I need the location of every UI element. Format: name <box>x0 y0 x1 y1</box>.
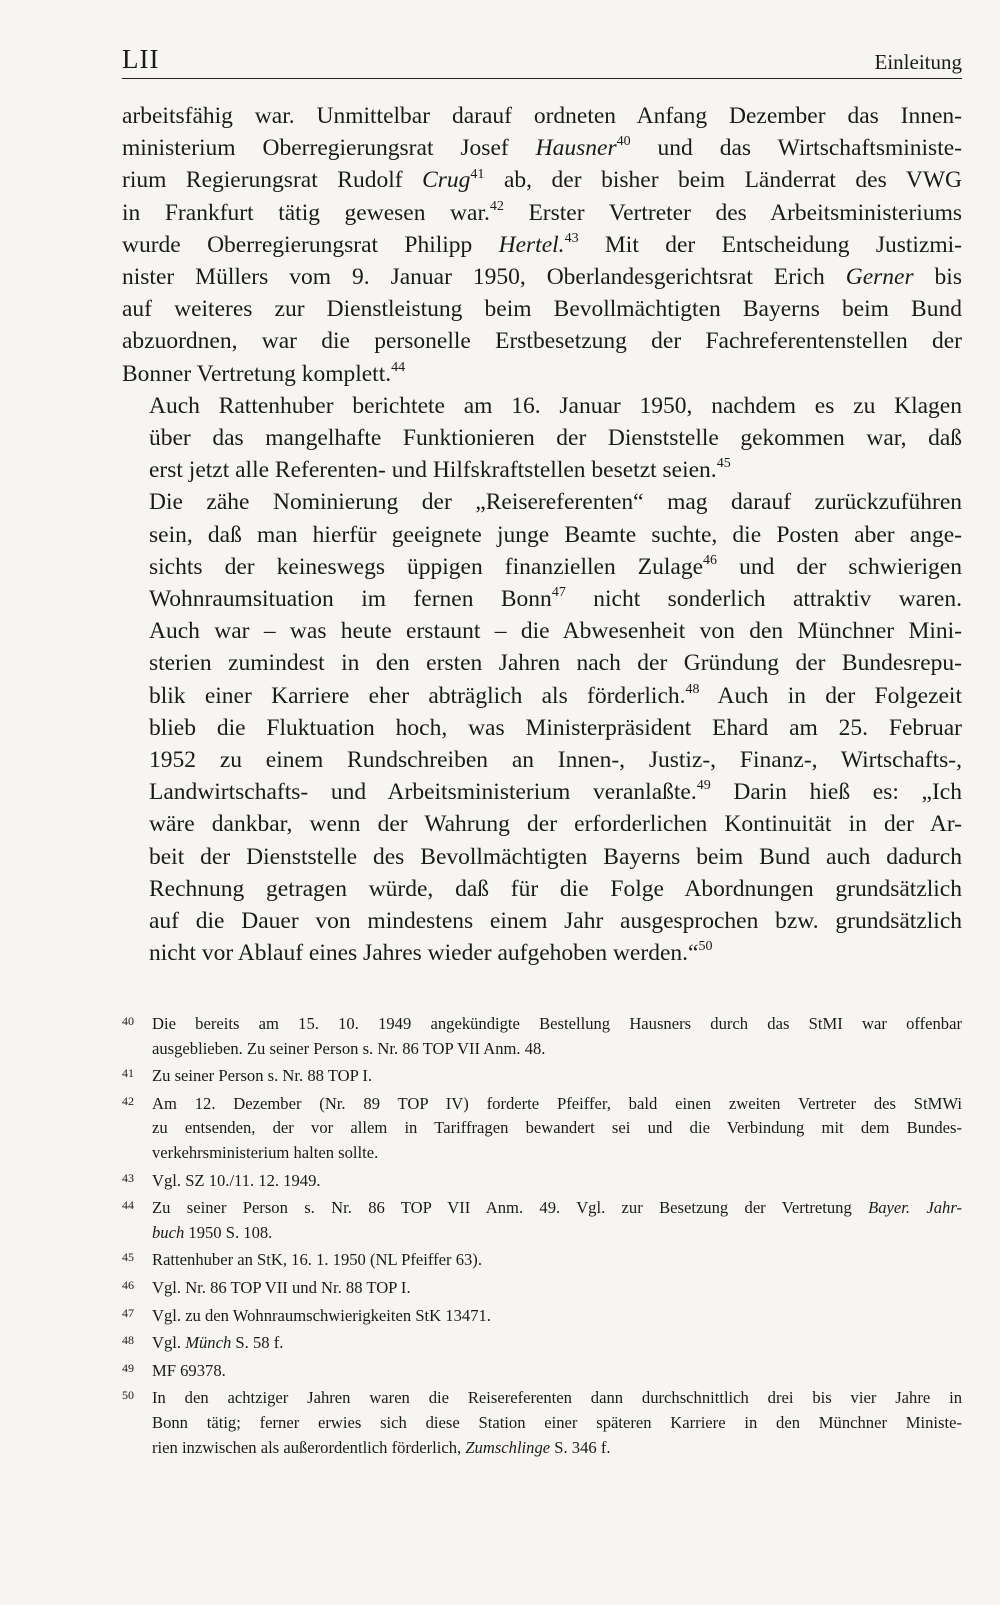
footnote-line <box>152 1331 962 1356</box>
text-run: auf die Dauer von mindestens einem Jahr ausgesprochen bzw. grundsätzlich <box>149 908 962 935</box>
text-run: Vgl. zu den Wohnraumschwierigkeiten StK 13471. <box>152 1305 491 1325</box>
text-run: Bonn tätig; ferner erwies sich diese Station einer späteren Karriere in den Münchner Ministe- <box>152 1412 962 1432</box>
footnote-reference: 46 <box>703 553 718 569</box>
footnote-number: 42 <box>122 1093 134 1108</box>
text-run: wurde Oberregierungsrat Philipp <box>122 231 499 258</box>
italic-text: Hausner <box>535 135 617 162</box>
text-line <box>122 647 962 679</box>
text-run: ausgeblieben. Zu seiner Person s. Nr. 86 TOP VII Anm. 48. <box>152 1038 546 1058</box>
text-run: ab, der bisher beim Länderrat des VWG <box>484 167 962 194</box>
footnote-line <box>152 1141 962 1166</box>
text-run: Mit der Entscheidung Justizmi- <box>578 231 962 258</box>
text-run: Vgl. SZ 10./11. 12. 1949. <box>152 1170 321 1190</box>
footnote-reference: 48 <box>685 681 700 697</box>
text-line <box>122 132 962 164</box>
footnote-text <box>152 1359 962 1384</box>
text-run: Die zähe Nominierung der „Reisereferenten“ mag darauf zurückzuführen <box>149 489 962 516</box>
footnote-line <box>152 1304 962 1329</box>
text-line <box>122 551 962 583</box>
footnote-text <box>152 1304 962 1329</box>
text-run: S. 58 f. <box>231 1333 284 1353</box>
footnote-reference: 40 <box>616 134 631 150</box>
footnote-reference: 47 <box>551 585 566 601</box>
footnote-text <box>152 1276 962 1301</box>
footnote <box>122 1064 962 1089</box>
text-line <box>122 390 962 422</box>
text-run: Vgl. <box>152 1333 186 1353</box>
footnote <box>122 1304 962 1329</box>
footnote-line <box>152 1436 962 1461</box>
text-line <box>122 905 962 937</box>
text-run: Bonner Vertretung komplett. <box>122 360 392 387</box>
footnote-reference: 43 <box>564 230 579 246</box>
paragraph <box>122 390 962 487</box>
text-line <box>122 937 962 969</box>
footnote <box>122 1386 962 1460</box>
footnote-line <box>152 1116 962 1141</box>
text-run: MF 69378. <box>152 1360 226 1380</box>
text-run: arbeitsfähig war. Unmittelbar darauf ordneten Anfang Dezember das Innen- <box>122 103 962 129</box>
text-line <box>122 680 962 712</box>
footnote <box>122 1169 962 1194</box>
text-run: Auch Rattenhuber berichtete am 16. Januar 1950, nachdem es zu Klagen <box>149 392 962 419</box>
text-run: erst jetzt alle Referenten- und Hilfskraftstellen besetzt seien. <box>149 457 717 484</box>
section-title: Einleitung <box>874 50 962 74</box>
text-run: und das Wirtschaftsministe- <box>630 135 962 162</box>
text-line <box>122 808 962 840</box>
text-run: beit der Dienststelle des Bevollmächtigten Bayerns beim Bund auch dadurch <box>149 843 962 870</box>
text-line <box>122 293 962 325</box>
text-run: S. 346 f. <box>550 1437 611 1457</box>
footnote-line <box>152 1012 962 1037</box>
text-line <box>122 841 962 873</box>
text-line <box>122 744 962 776</box>
footnote-line <box>152 1276 962 1301</box>
text-run: nicht vor Ablauf eines Jahres wieder aufgehoben werden.“ <box>149 940 699 967</box>
text-run: verkehrsministerium halten sollte. <box>152 1142 379 1162</box>
text-run: nister Müllers vom 9. Januar 1950, Oberlandesgerichtsrat Erich <box>122 264 846 291</box>
text-line <box>122 164 962 196</box>
footnote-reference: 49 <box>696 778 711 794</box>
italic-text: Bayer. Jahr- <box>868 1198 962 1218</box>
text-run: auf weiteres zur Dienstleistung beim Bevollmächtigten Bayerns beim Bund <box>122 296 962 323</box>
text-line <box>122 712 962 744</box>
running-header <box>122 44 962 79</box>
footnote-number: 45 <box>122 1250 134 1265</box>
paragraph <box>122 486 962 969</box>
footnote-reference: 45 <box>716 456 731 472</box>
italic-text: Gerner <box>845 264 914 291</box>
text-run: In den achtziger Jahren waren die Reisereferenten dann durchschnittlich drei bis vier Jahre in <box>152 1388 962 1408</box>
footnote-number: 43 <box>122 1170 134 1185</box>
footnote-reference: 44 <box>391 359 406 375</box>
footnote-number: 46 <box>122 1277 134 1292</box>
text-line <box>122 454 962 486</box>
footnote-reference: 42 <box>489 198 504 214</box>
footnote <box>122 1196 962 1245</box>
text-line <box>122 486 962 518</box>
footnote-line <box>152 1064 962 1089</box>
text-run: Zu seiner Person s. Nr. 88 TOP I. <box>152 1066 373 1086</box>
footnote-line <box>152 1248 962 1273</box>
footnote-line <box>152 1359 962 1384</box>
footnote <box>122 1359 962 1384</box>
text-line <box>122 261 962 293</box>
text-run: Auch war – was heute erstaunt – die Abwesenheit von den Münchner Mini- <box>149 618 962 645</box>
footnote-line <box>152 1196 962 1221</box>
text-line <box>122 100 962 132</box>
text-run: blik einer Karriere eher abträglich als förderlich. <box>149 682 686 709</box>
text-run: Rattenhuber an StK, 16. 1. 1950 (NL Pfeiffer 63). <box>152 1250 482 1270</box>
footnote-text <box>152 1169 962 1194</box>
footnote-text <box>152 1331 962 1356</box>
footnote-reference: 41 <box>470 166 485 182</box>
text-line <box>122 358 962 390</box>
text-run: bis <box>913 264 962 291</box>
text-run: Am 12. Dezember (Nr. 89 TOP IV) forderte Pfeiffer, bald einen zweiten Vertreter des StMWi <box>152 1093 962 1113</box>
footnote-line <box>152 1386 962 1411</box>
footnote-text <box>152 1012 962 1061</box>
footnote-text <box>152 1386 962 1460</box>
text-run: Die bereits am 15. 10. 1949 angekündigte Bestellung Hausners durch das StMI war offenbar <box>152 1014 962 1033</box>
text-line <box>122 776 962 808</box>
page-number: LII <box>122 44 160 74</box>
text-run: wäre dankbar, wenn der Wahrung der erforderlichen Kontinuität in der Ar- <box>149 811 962 838</box>
text-line <box>122 615 962 647</box>
paragraph <box>122 100 962 390</box>
text-run: rien inzwischen als außerordentlich förderlich, <box>152 1437 466 1457</box>
text-run: rium Regierungsrat Rudolf <box>122 167 423 194</box>
italic-text: Hertel. <box>498 231 565 258</box>
footnote-text <box>152 1064 962 1089</box>
footnote-line <box>152 1221 962 1246</box>
text-run: Landwirtschafts- und Arbeitsministerium veranlaßte. <box>149 779 697 806</box>
text-line <box>122 197 962 229</box>
footnote-line <box>152 1037 962 1062</box>
footnote-number: 49 <box>122 1360 134 1375</box>
footnote-text <box>152 1196 962 1245</box>
footnote-reference: 50 <box>698 939 713 955</box>
footnote-text <box>152 1092 962 1166</box>
text-run: Vgl. Nr. 86 TOP VII und Nr. 88 TOP I. <box>152 1277 411 1297</box>
footnote <box>122 1248 962 1273</box>
text-run: Zu seiner Person s. Nr. 86 TOP VII Anm. 49. Vgl. zur Besetzung der Vertretung <box>152 1198 869 1218</box>
footnote-line <box>152 1092 962 1117</box>
footnote <box>122 1012 962 1061</box>
footnote-number: 47 <box>122 1305 134 1320</box>
text-run: blieb die Fluktuation hoch, was Ministerpräsident Ehard am 25. Februar <box>149 714 962 741</box>
text-run: sein, daß man hierfür geeignete junge Beamte suchte, die Posten aber ange- <box>149 521 962 548</box>
italic-text: buch <box>152 1222 185 1242</box>
text-run: Erster Vertreter des Arbeitsministeriums <box>503 199 963 226</box>
text-line <box>122 422 962 454</box>
italic-text: Crug <box>422 167 471 194</box>
text-run: nicht sonderlich attraktiv waren. <box>565 586 962 613</box>
footnote-number: 50 <box>122 1388 134 1403</box>
text-run: Auch in der Folgezeit <box>699 682 962 709</box>
footnotes <box>122 1012 962 1463</box>
text-line <box>122 519 962 551</box>
footnote-number: 40 <box>122 1014 134 1028</box>
text-run: in Frankfurt tätig gewesen war. <box>122 199 490 226</box>
footnote <box>122 1331 962 1356</box>
footnote <box>122 1276 962 1301</box>
text-run: Rechnung getragen würde, daß für die Folge Abordnungen grundsätzlich <box>149 875 962 902</box>
footnote-number: 48 <box>122 1333 134 1348</box>
footnote <box>122 1092 962 1166</box>
italic-text: Zumschlinge <box>465 1437 551 1457</box>
text-run: und der schwierigen <box>717 553 962 580</box>
text-line <box>122 229 962 261</box>
main-text <box>122 100 962 969</box>
footnote-line <box>152 1411 962 1436</box>
text-line <box>122 325 962 357</box>
text-run: 1952 zu einem Rundschreiben an Innen-, Justiz-, Finanz-, Wirtschafts-, <box>149 747 962 774</box>
italic-text: Münch <box>185 1333 232 1353</box>
text-run: Darin hieß es: „Ich <box>710 779 962 806</box>
footnote-line <box>152 1169 962 1194</box>
text-run: zu entsenden, der vor allem in Tariffragen bewandert sei und die Verbindung mit dem Bundes- <box>152 1118 962 1138</box>
text-run: Wohnraumsituation im fernen Bonn <box>149 586 552 613</box>
footnote-number: 41 <box>122 1066 134 1081</box>
text-line <box>122 583 962 615</box>
text-run: ministerium Oberregierungsrat Josef <box>122 135 536 162</box>
text-line <box>122 873 962 905</box>
text-run: abzuordnen, war die personelle Erstbesetzung der Fachreferentenstellen der <box>122 328 962 355</box>
text-run: sichts der keineswegs üppigen finanziellen Zulage <box>149 553 704 580</box>
text-run: über das mangelhafte Funktionieren der Dienststelle gekommen war, daß <box>149 425 962 452</box>
text-run: 1950 S. 108. <box>184 1222 273 1242</box>
footnote-text <box>152 1248 962 1273</box>
text-run: sterien zumindest in den ersten Jahren nach der Gründung der Bundesrepu- <box>149 650 962 677</box>
footnote-number: 44 <box>122 1198 134 1213</box>
